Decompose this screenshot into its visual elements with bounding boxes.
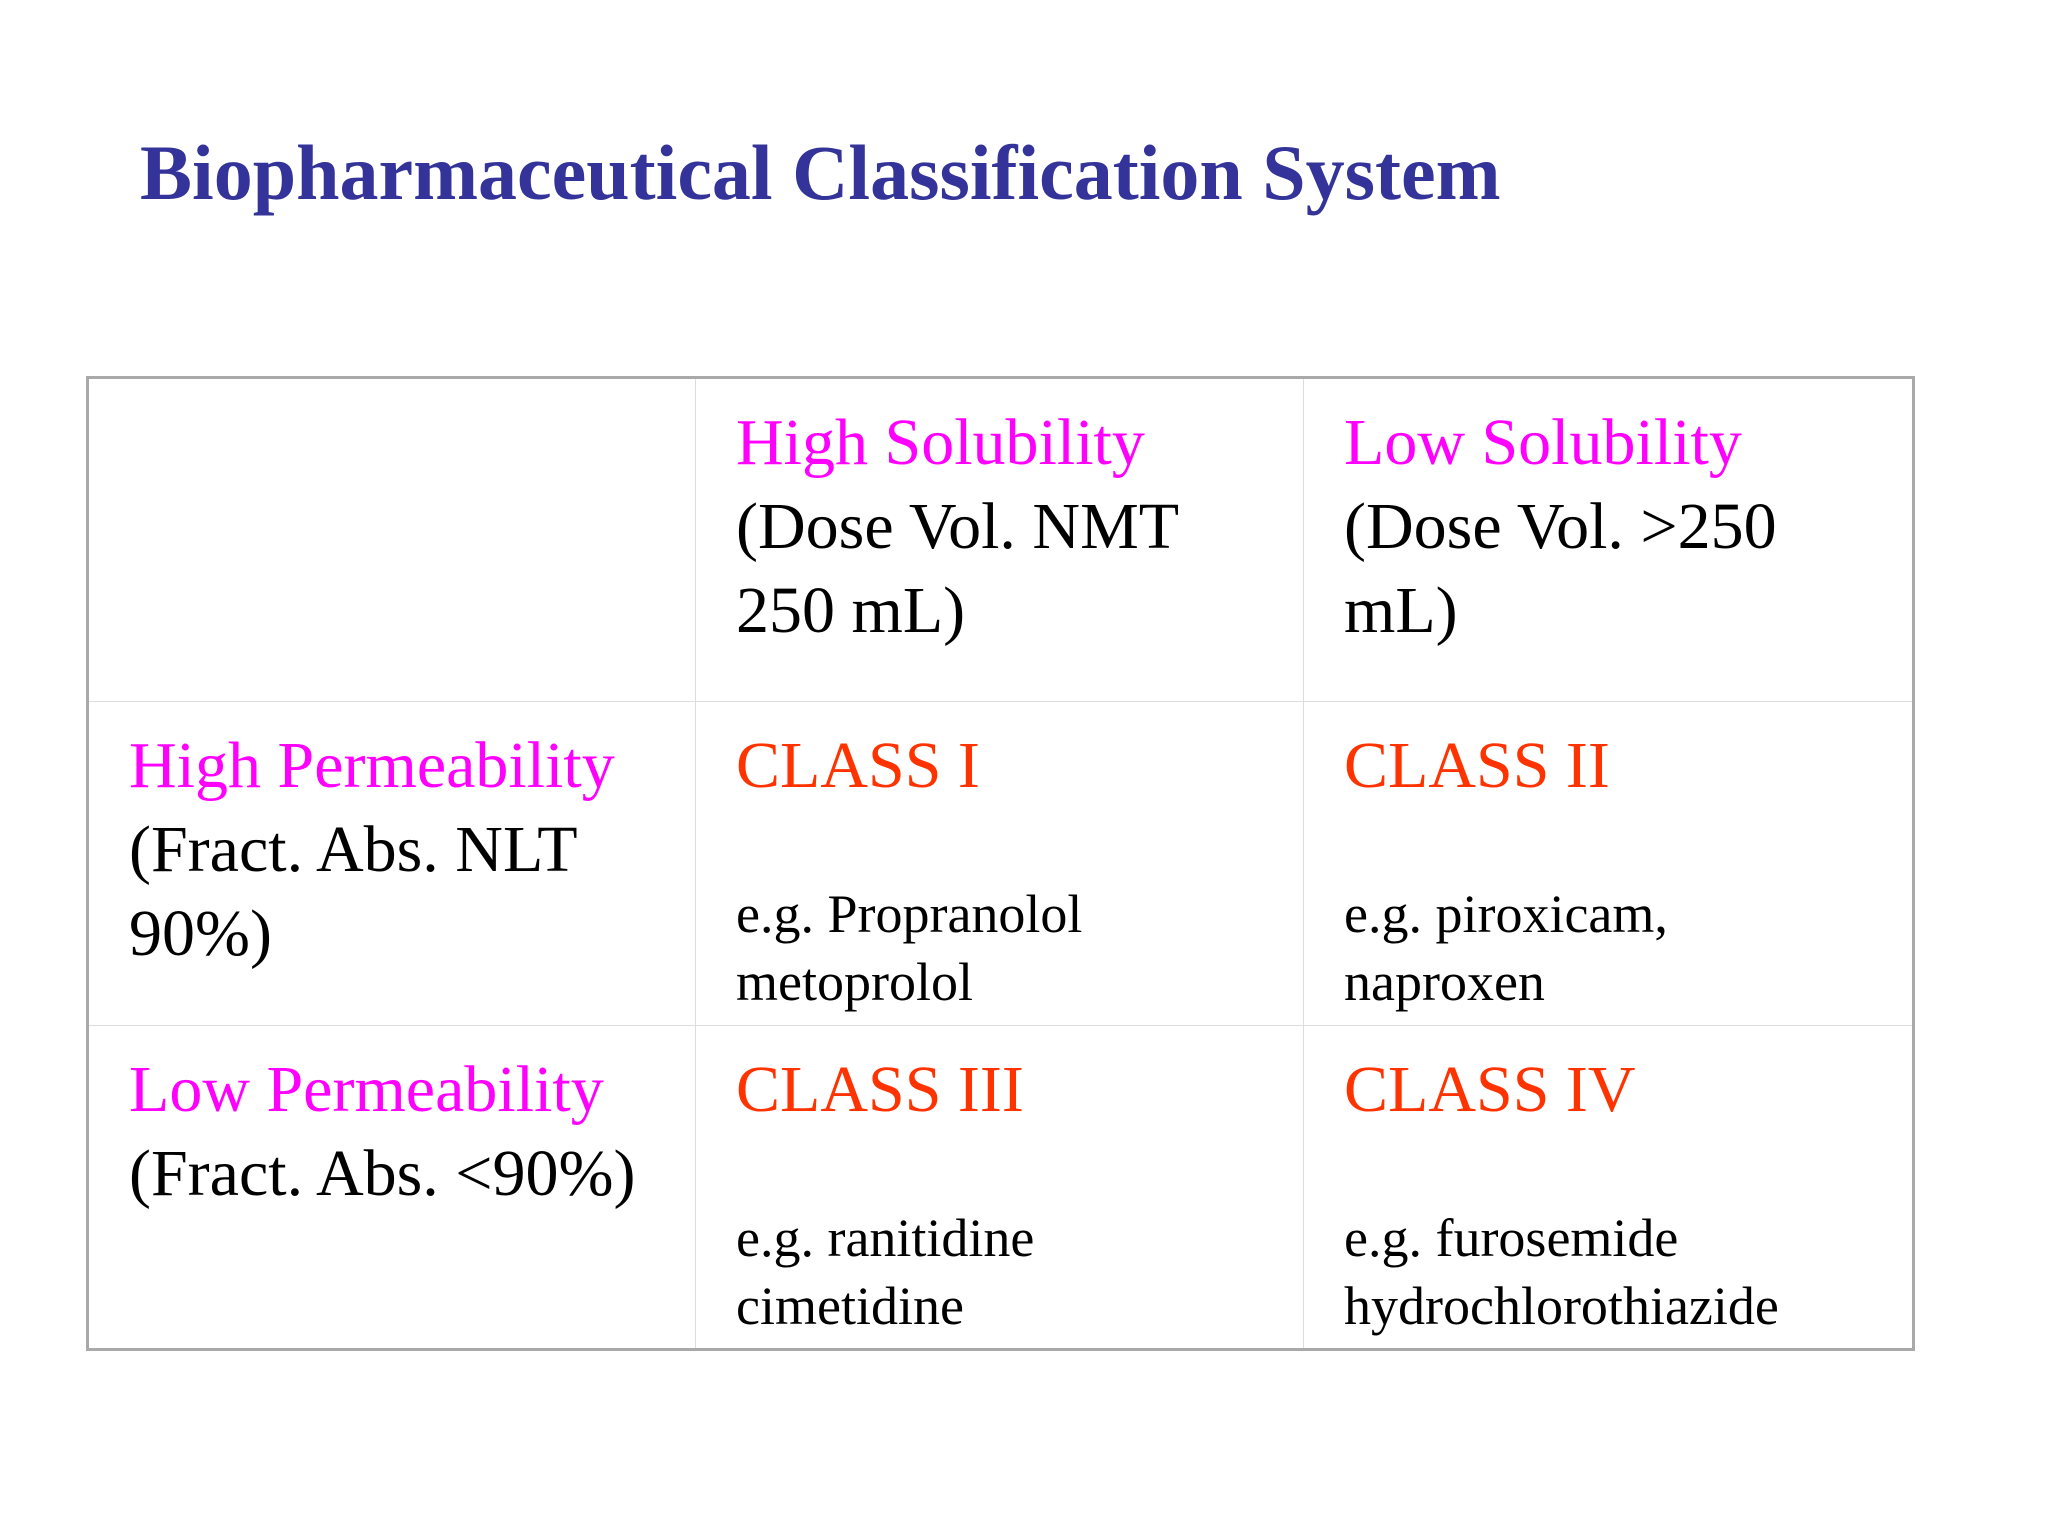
class-cell-4 xyxy=(1304,1026,1914,1350)
column-label: High Solubility xyxy=(736,406,1145,479)
table-header-row xyxy=(88,378,1914,702)
class-cell-3 xyxy=(696,1026,1304,1350)
row-detail: (Fract. Abs. NLT 90%) xyxy=(129,813,577,970)
example-line: e.g. Propranolol xyxy=(736,884,1083,944)
class-label: CLASS IV xyxy=(1344,1053,1636,1126)
row-label: Low Permeability xyxy=(129,1053,604,1126)
example-line: metoprolol xyxy=(736,952,973,1012)
example-line: e.g. piroxicam, xyxy=(1344,884,1668,944)
bcs-table xyxy=(86,376,1915,1351)
class-cell-1 xyxy=(696,702,1304,1026)
slide-title: Biopharmaceutical Classification System xyxy=(140,129,1501,216)
column-label: Low Solubility xyxy=(1344,406,1742,479)
column-header-high-solubility xyxy=(696,378,1304,702)
class-label: CLASS I xyxy=(736,729,980,802)
row-detail: (Fract. Abs. <90%) xyxy=(129,1137,636,1210)
class-cell-2 xyxy=(1304,702,1914,1026)
column-detail: (Dose Vol. NMT 250 mL) xyxy=(736,490,1178,647)
table-row-low-permeability xyxy=(88,1026,1914,1350)
example-line: naproxen xyxy=(1344,952,1545,1012)
example-line: cimetidine xyxy=(736,1276,964,1336)
class-label: CLASS II xyxy=(1344,729,1610,802)
class-label: CLASS III xyxy=(736,1053,1024,1126)
row-header-low-permeability xyxy=(88,1026,696,1350)
example-line: e.g. furosemide xyxy=(1344,1208,1679,1268)
corner-cell xyxy=(88,378,696,702)
column-header-low-solubility xyxy=(1304,378,1914,702)
example-line: hydrochlorothiazide xyxy=(1344,1276,1779,1336)
example-line: e.g. ranitidine xyxy=(736,1208,1035,1268)
table-row-high-permeability xyxy=(88,702,1914,1026)
row-header-high-permeability xyxy=(88,702,696,1026)
column-detail: (Dose Vol. >250 mL) xyxy=(1344,490,1777,647)
row-label: High Permeability xyxy=(129,729,615,802)
